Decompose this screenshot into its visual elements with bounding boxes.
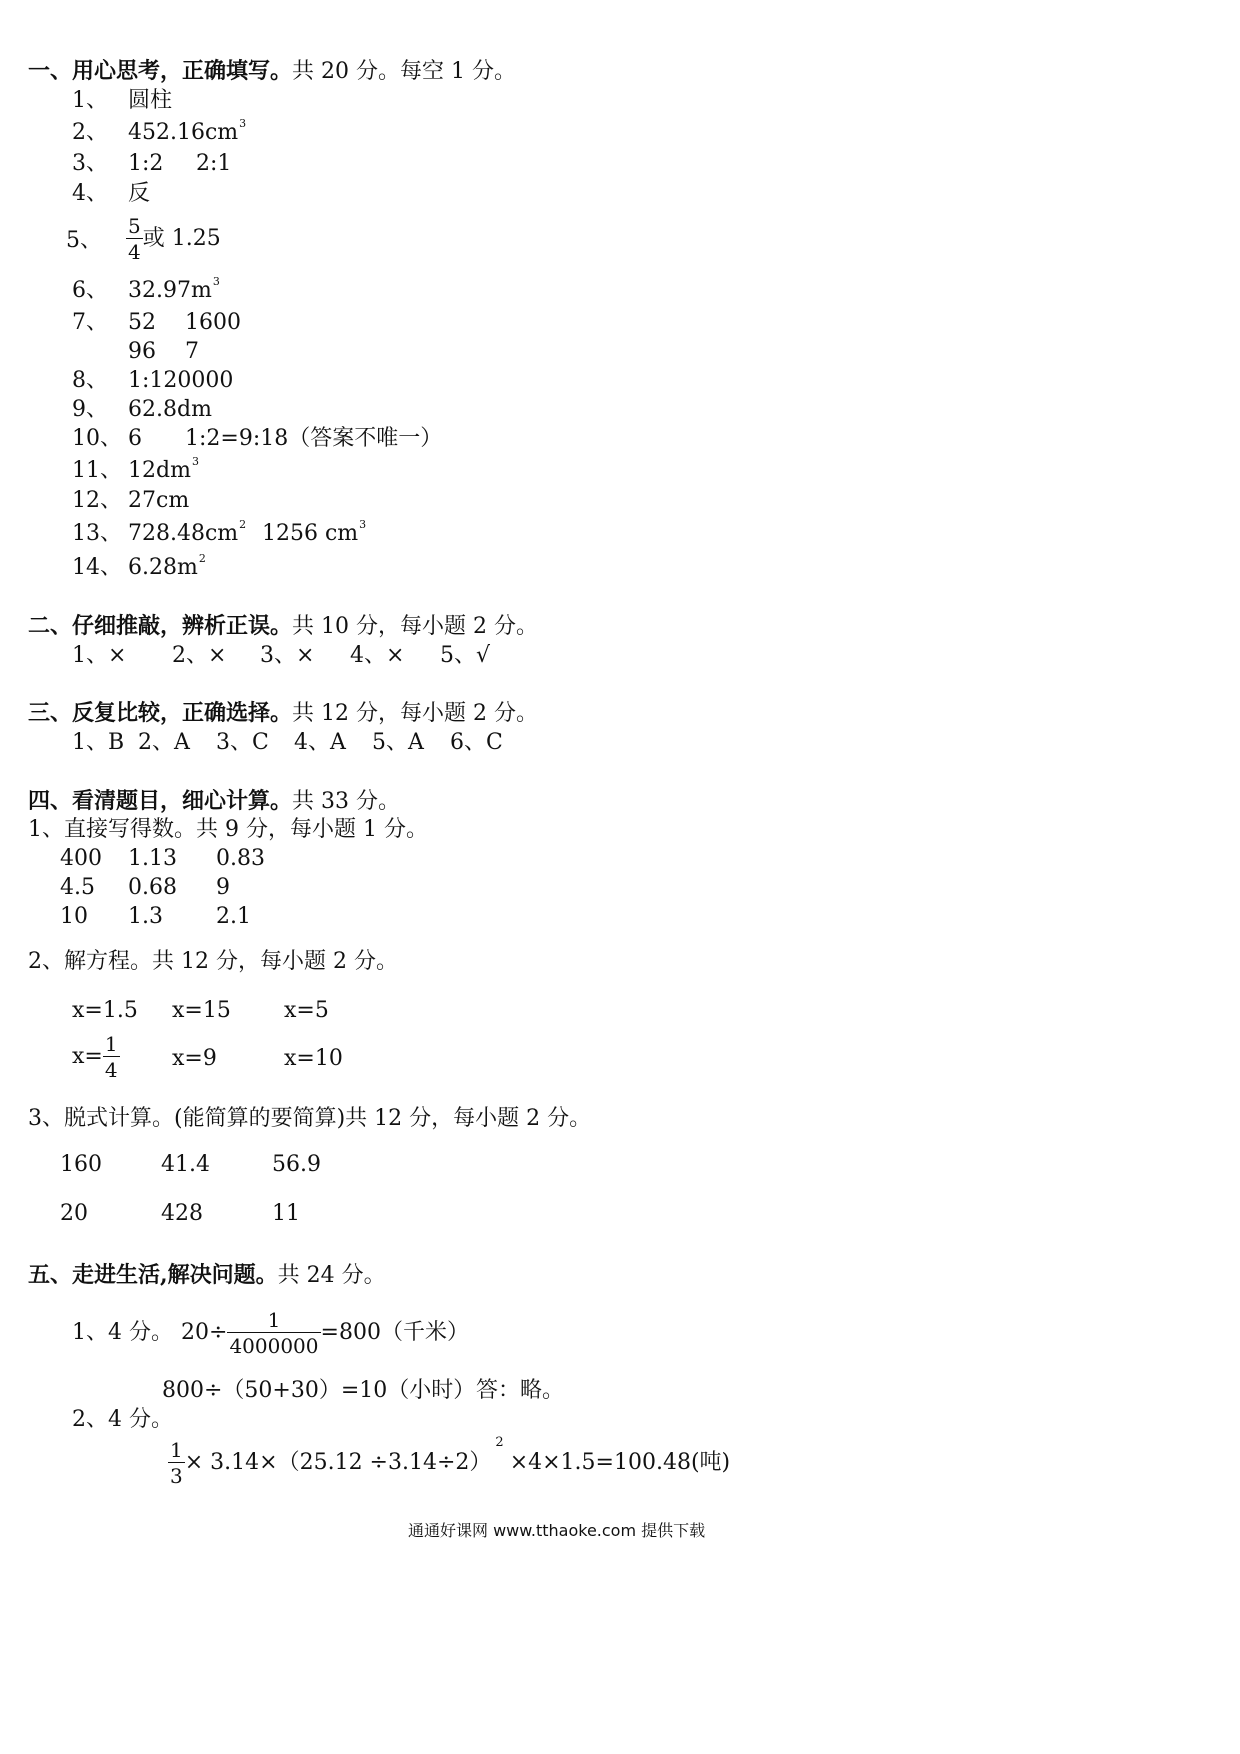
s1-item-10-num: 10、: [72, 426, 122, 451]
s5-q1-fraction: [227, 1310, 320, 1356]
s4-p1-cell: 9: [216, 875, 230, 900]
s5-q1-dividend: 20÷: [181, 1320, 228, 1345]
section-2-scoring: 共 10 分，每小题 2 分。: [292, 614, 538, 639]
fraction-numerator: 1: [267, 1308, 281, 1332]
s1-item-2-value: 452.16cm: [128, 120, 239, 145]
section-3-title: 三、反复比较，正确选择。: [28, 700, 293, 726]
s3-answer-2: 2、A: [138, 730, 190, 755]
s1-item-11-answer: [128, 455, 199, 483]
s2-answer-4: 4、×: [350, 643, 405, 668]
s1-item-6-num: 6、: [72, 278, 108, 303]
s4-p1-cell: 400: [60, 846, 102, 871]
s4-p3-result: 428: [161, 1201, 203, 1226]
s1-item-1-answer: 圆柱: [128, 88, 173, 113]
s1-item-8-num: 8、: [72, 368, 108, 393]
s2-answer-5: 5、√: [440, 643, 491, 668]
section-5-scoring: 共 24 分。: [277, 1263, 386, 1288]
s1-item-13-exponent-b: 3: [359, 518, 367, 531]
s4-p1-cell: 1.13: [128, 846, 177, 871]
s1-item-7-answer-a: 52: [128, 310, 156, 335]
s5-q2-fraction: [168, 1440, 185, 1486]
s1-item-2-num: 2、: [72, 120, 108, 145]
s5-q1-answer: 答：略。: [476, 1378, 565, 1403]
s1-item-3-answer-b: 2:1: [196, 151, 232, 176]
s1-item-14-answer: [128, 552, 206, 580]
section-5-title: 五、走进生活,解决问题。: [28, 1262, 278, 1288]
fraction-denominator: 4: [104, 1058, 118, 1082]
section-2-heading: [28, 615, 538, 638]
s1-item-13-answer-b: [262, 518, 367, 546]
section-5-heading: [28, 1264, 386, 1287]
fraction-numerator: 5: [128, 214, 141, 238]
s4-p2-x-equals: x=: [72, 1044, 103, 1069]
footer-source: 通通好课网 www.tthaoke.com 提供下载: [408, 1521, 706, 1540]
s1-item-13-exponent-a: 2: [239, 518, 247, 531]
s1-item-3-num: 3、: [72, 151, 108, 176]
s5-q2-expression-b: ×4×1.5=100.48(吨): [509, 1450, 731, 1475]
s2-answer-1: 1、×: [72, 643, 127, 668]
s1-item-11-value: 12dm: [128, 458, 191, 483]
fraction-numerator: 1: [104, 1032, 118, 1056]
s5-q2-expression-a: × 3.14×（25.12 ÷3.14÷2）: [184, 1450, 492, 1475]
s1-item-5-answer: [126, 216, 221, 262]
s1-item-4-num: 4、: [72, 181, 108, 206]
s3-answer-4: 4、A: [294, 730, 346, 755]
s4-p2-solution: x=15: [172, 998, 231, 1023]
s4-part-3-label: 3、脱式计算。(能简算的要简算)共 12 分，每小题 2 分。: [28, 1106, 592, 1131]
s4-p3-result: 11: [272, 1201, 300, 1226]
s1-item-8-answer: 1:120000: [128, 368, 234, 393]
s1-item-7-answer-b: 1600: [185, 310, 241, 335]
s2-answer-2: 2、×: [172, 643, 227, 668]
s1-item-7-answer-d: 7: [185, 339, 199, 364]
s1-item-14-exponent: 2: [198, 552, 206, 565]
s4-p3-result: 56.9: [272, 1152, 321, 1177]
s1-item-2-exponent: 3: [239, 117, 247, 130]
section-2-title: 二、仔细推敲，辨析正误。: [28, 613, 293, 639]
s5-q2-exponent: 2: [495, 1435, 504, 1450]
s4-p1-cell: 0.83: [216, 846, 265, 871]
section-4-scoring: 共 33 分。: [292, 789, 400, 814]
section-4-heading: [28, 790, 400, 813]
s5-q1-label: 1、4 分。: [72, 1320, 173, 1345]
s4-p1-cell: 4.5: [60, 875, 95, 900]
s1-item-12-num: 12、: [72, 488, 122, 513]
s4-part-1-label: 1、直接写得数。共 9 分，每小题 1 分。: [28, 817, 428, 842]
s1-item-13-answer-a: [128, 518, 247, 546]
s4-p2-solution: x=5: [284, 998, 329, 1023]
s1-item-13-num: 13、: [72, 521, 122, 546]
s3-answer-1: 1、B: [72, 730, 125, 755]
s1-item-6-value: 32.97m: [128, 278, 212, 303]
s4-part-2-label: 2、解方程。共 12 分，每小题 2 分。: [28, 949, 398, 974]
fraction-denominator: 4000000: [229, 1334, 319, 1358]
section-1-heading: [28, 60, 516, 83]
s1-item-14-num: 14、: [72, 555, 122, 580]
fraction-denominator: 4: [128, 240, 141, 264]
s1-item-13-value-b: 1256 cm: [262, 521, 359, 546]
s4-p3-result: 20: [60, 1201, 88, 1226]
s1-item-11-num: 11、: [72, 458, 122, 483]
s1-item-1-num: 1、: [72, 88, 108, 113]
s1-item-7-answer-c: 96: [128, 339, 156, 364]
s4-p1-cell: 10: [60, 904, 88, 929]
s4-p2-fraction: [103, 1034, 120, 1080]
s3-answer-6: 6、C: [450, 730, 503, 755]
s2-answer-3: 3、×: [260, 643, 315, 668]
s4-p3-result: 160: [60, 1152, 102, 1177]
s1-item-10-answer-b: 1:2=9:18（答案不唯一）: [185, 426, 443, 451]
s1-item-6-answer: [128, 275, 220, 303]
s3-answer-5: 5、A: [372, 730, 424, 755]
s1-item-5-fraction: [126, 216, 143, 262]
section-3-scoring: 共 12 分，每小题 2 分。: [292, 701, 538, 726]
fraction-denominator: 3: [170, 1464, 183, 1488]
section-4-title: 四、看清题目，细心计算。: [28, 788, 293, 814]
s1-item-5-text: 或 1.25: [142, 226, 221, 251]
s1-item-11-exponent: 3: [191, 455, 199, 468]
s1-item-4-answer: 反: [128, 181, 151, 206]
section-1-scoring: 共 20 分。每空 1 分。: [292, 59, 516, 84]
section-3-heading: [28, 702, 538, 725]
s5-q2-expression: [168, 1435, 731, 1488]
s1-item-9-answer: 62.8dm: [128, 397, 212, 422]
s1-item-2-answer: [128, 117, 247, 145]
s4-p2-solution: x=10: [284, 1046, 343, 1071]
s3-answer-3: 3、C: [216, 730, 269, 755]
s4-p2-solution-fraction: [72, 1034, 120, 1080]
s4-p2-solution: x=9: [172, 1046, 217, 1071]
s4-p2-solution: x=1.5: [72, 998, 138, 1023]
s4-p1-cell: 0.68: [128, 875, 177, 900]
s1-item-5-num: 5、: [66, 228, 102, 253]
s1-item-7-num: 7、: [72, 310, 108, 335]
s1-item-6-exponent: 3: [212, 275, 220, 288]
section-1-title: 一、用心思考，正确填写。: [28, 58, 293, 84]
s1-item-3-answer-a: 1:2: [128, 151, 164, 176]
s1-item-9-num: 9、: [72, 397, 108, 422]
s1-item-13-value-a: 728.48cm: [128, 521, 239, 546]
s5-q1-line-2: 800÷（50+30）=10（小时）: [162, 1378, 476, 1403]
s5-q1-expression: [72, 1310, 469, 1356]
s4-p3-result: 41.4: [161, 1152, 210, 1177]
s1-item-10-answer-a: 6: [128, 426, 142, 451]
s1-item-14-value: 6.28m: [128, 555, 198, 580]
s1-item-12-answer: 27cm: [128, 488, 190, 513]
s4-p1-cell: 2.1: [216, 904, 251, 929]
s5-q1-result: =800（千米）: [320, 1320, 469, 1345]
s4-p1-cell: 1.3: [128, 904, 163, 929]
s5-q2-label: 2、4 分。: [72, 1407, 173, 1432]
fraction-numerator: 1: [170, 1438, 183, 1462]
